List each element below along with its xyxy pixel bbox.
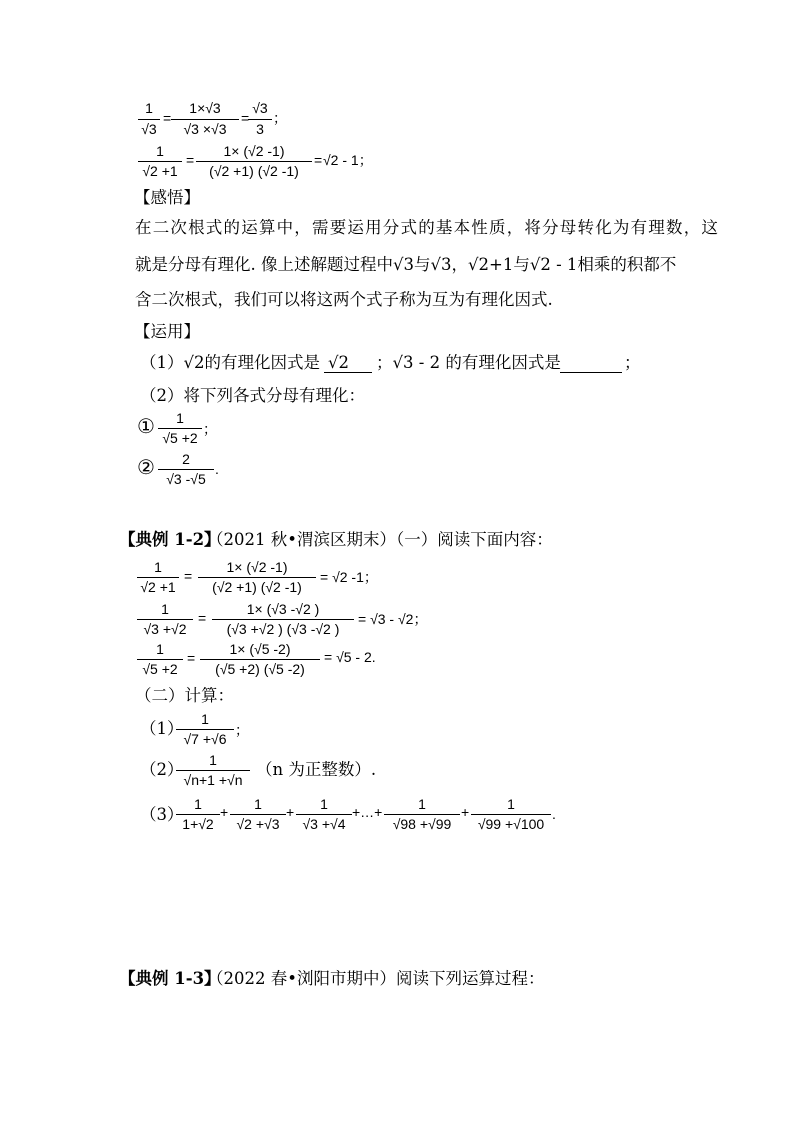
eq2-rhs: √2 - 1； [323,152,373,168]
eq1-lhs-numerator: 1 [145,100,153,116]
insight-line-3: 含二次根式，我们可以将这两个式子称为互为有理化因式. [135,290,553,309]
q1-blank-answer[interactable] [560,372,622,373]
insight-heading: 【感悟】 [134,188,200,207]
insight-line-1: 在二次根式的运算中，需要运用分式的基本性质，将分母转化为有理数，这 [135,218,720,237]
eq2-lhs-denominator: √2 +1 [142,163,178,179]
example-1-2-source: （2021 秋•渭滨区期末）（一）阅读下面内容： [207,530,553,549]
eq2-mid-denominator: (√2 +1) (√2 -1) [209,163,299,179]
q1-answer: √2 [328,353,350,372]
example-1-3-source: （2022 春•浏阳市期中）阅读下列运算过程： [207,969,545,988]
eq1-rhs-denominator: 3 [256,121,264,137]
eq1-mid-denominator: √3 ×√3 [183,121,227,137]
eq2-mid-numerator: 1× (√2 -1) [223,143,285,159]
eq1-lhs-denominator: √3 [141,121,157,137]
apply-heading: 【运用】 [134,322,200,341]
insight-line-2: 就是分母有理化. 像上述解题过程中√3与√3，√2+1与√2 - 1相乘的积都不 [135,255,677,274]
eq2-lhs-numerator: 1 [156,143,164,159]
example-1-2-title: 【典例 1-2】 [119,530,221,549]
question-2: （2）将下列各式分母有理化： [140,386,365,405]
part-2-heading: （二）计算： [135,686,234,705]
eq1-mid-numerator: 1×√3 [189,100,221,116]
eq1-rhs-numerator: √3 [252,100,268,116]
example-1-3-title: 【典例 1-3】 [119,969,221,988]
